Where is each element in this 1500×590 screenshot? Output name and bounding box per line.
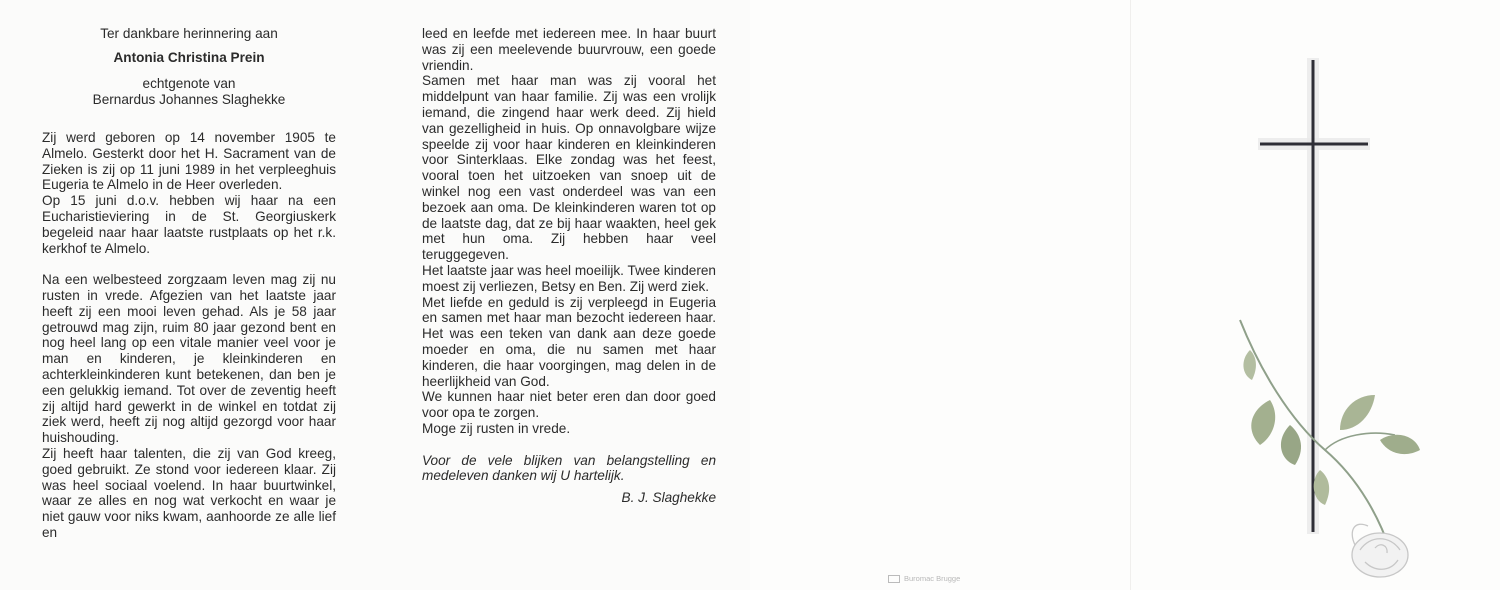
deceased-name: Antonia Christina Prein [113,50,265,65]
thanks-text: Voor de vele blijken van belangstelling en medeleven danken wij U hartelijk. [422,452,716,484]
paragraph: We kunnen haar niet beter eren dan door goed voor opa te zorgen. [422,389,716,421]
text-column-left [42,26,336,541]
printer-credit [888,574,960,583]
cross-with-rose-icon [1230,50,1430,590]
paragraph: Na een welbesteed zorgzaam leven mag zij nu rusten in vrede. Afgezien van het laatste jaar heeft zij een mooi leven gehad. Als je 58 jaar getrouwd mag zijn, ruim 80 jaar gezond bent en nog heel lang op een vitale manier veel voor je man en kinderen, je kleinkinderen en achterkleinkinderen kunt betekenen, dan ben je een gelukkig iemand. Tot over de zeventig heeft zij altijd hard gewerkt in de winkel en totdat zij ziek werd, heeft zij nog altijd gezorgd voor haar huishouding. [42,272,336,446]
panel-divider [1130,0,1131,590]
printer-logo-icon [888,575,900,583]
paragraph: Samen met haar man was zij vooral het middelpunt van haar familie. Zij was een vrolijk iemand, die zingend haar werk deed. Zij hield van gezelligheid in huis. Op onnavolgbare wijze speelde zij voor haar kinderen en kleinkinderen voor Sinterklaas. Elke zondag was het feest, vooral toen het uitzoeken van snoep uit de winkel nog een vast onderdeel was van een bezoek aan oma. De kleinkinderen waren tot op de laatste dag, dat ze bij haar waakten, heel gek met hun oma. Zij hebben haar veel teruggegeven. [422,73,716,263]
paragraph: Moge zij rusten in vrede. [422,420,571,436]
intro-line: Ter dankbare herinnering aan [100,26,278,41]
spouse-name: Bernardus Johannes Slaghekke [92,92,286,107]
paragraph: leed en leefde met iedereen mee. In haar buurt was zij een meelevende buurvrouw, een goede vriendin. [422,26,716,73]
text-column-right [422,26,716,505]
printer-name: Buromac Brugge [904,574,961,583]
signature: B. J. Slaghekke [621,490,716,506]
paragraph: Zij werd geboren op 14 november 1905 te Almelo. Gesterkt door het H. Sacrament van de Zieken is zij op 11 juni 1989 in het verpleeghuis Eugeria te Almelo in de Heer overleden. [42,130,336,193]
paragraph: Zij heeft haar talenten, die zij van God kreeg, goed gebruikt. Ze stond voor iedereen klaar. Zij was heel sociaal voelend. In haar buurtwinkel, waar ze alles en nog wat verkocht en waar je niet gauw voor niks kwam, aanhoorde ze alle lief en [42,445,336,540]
paragraph: Op 15 juni d.o.v. hebben wij haar na een Eucharistieviering in de St. Georgiuskerk begeleid naar haar laatste rustplaats op het r.k. kerkhof te Almelo. [42,193,336,256]
spouse-label: echtgenote van [142,76,236,91]
paragraph: Met liefde en geduld is zij verpleegd in Eugeria en samen met haar man bezocht iedereen haar. Het was een teken van dank aan deze goede moeder en oma, die nu samen met haar kinderen, die haar voorgingen, mag delen in de heerlijkheid van God. [422,294,716,389]
paragraph: Het laatste jaar was heel moeilijk. Twee kinderen moest zij verliezen, Betsy en Ben. Zij werd ziek. [422,262,716,294]
